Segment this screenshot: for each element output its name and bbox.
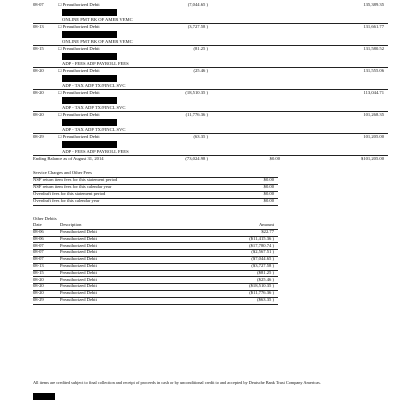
transaction-date: 08-15 xyxy=(33,46,44,51)
row-divider xyxy=(33,205,278,206)
transaction-amount: (11,776.36 ) xyxy=(185,112,208,117)
debit-date: 08-13 xyxy=(33,263,44,268)
debit-amount: ($11,415.36 ) xyxy=(249,235,274,241)
debit-amount: ($11,776.36 ) xyxy=(249,290,274,296)
fee-value: $0.00 xyxy=(263,191,274,196)
checkbox-icon: ☐ xyxy=(58,90,62,95)
transaction-balance: 131,661.77 xyxy=(363,24,384,29)
checkbox-icon: ☐ xyxy=(58,2,62,7)
transaction-type-label: Preauthorized Debit xyxy=(62,134,100,139)
debit-amount: ($2,567.51 ) xyxy=(251,249,274,255)
transaction-date: 08-29 xyxy=(33,134,44,139)
checkbox-icon: ☐ xyxy=(58,134,62,139)
debit-amount: ($18,510.35 ) xyxy=(249,283,274,289)
debit-description: Preauthorized Debit xyxy=(60,256,97,262)
transaction-type-label: Preauthorized Debit xyxy=(62,90,100,95)
transaction-amount: (18,510.35 ) xyxy=(185,90,208,95)
transaction-amount: (81.25 ) xyxy=(193,46,208,51)
transaction-date: 08-07 xyxy=(33,2,44,7)
checkbox-icon: ☐ xyxy=(58,68,62,73)
debit-date: 08-07 xyxy=(33,242,44,248)
section-title: Other Debits xyxy=(33,216,57,221)
ending-debits: (73,024.98 ) xyxy=(185,156,208,161)
section-title: Service Charges and Other Fees xyxy=(33,170,92,175)
redaction-bar xyxy=(33,393,55,400)
transaction-amount: (63.35 ) xyxy=(193,134,208,139)
transaction-balance: 135,389.35 xyxy=(363,2,384,7)
transaction-type xyxy=(58,25,100,30)
debit-date: 08-07 xyxy=(33,249,44,255)
debit-description: Preauthorized Debit xyxy=(60,276,97,282)
ending-credits: $0.00 xyxy=(269,156,280,161)
fee-label: NSF return item fees for this calendar year xyxy=(33,184,112,189)
debit-amount: $22.77 xyxy=(261,229,274,234)
debit-date: 08-20 xyxy=(33,283,44,289)
debit-description: Preauthorized Debit xyxy=(60,297,97,302)
debit-amount: ($63.35 ) xyxy=(257,297,274,302)
transaction-type xyxy=(58,135,100,140)
fee-value: $0.00 xyxy=(263,198,274,203)
transaction-payee: ONLINE PMT BK OF AMER VEMC xyxy=(62,39,133,44)
debit-date: 08-20 xyxy=(33,290,44,296)
debit-description: Preauthorized Debit xyxy=(60,249,97,255)
debit-date: 08-07 xyxy=(33,256,44,262)
row-divider xyxy=(33,304,278,305)
checkbox-icon: ☐ xyxy=(58,46,62,51)
redaction-bar xyxy=(62,53,117,60)
checkbox-icon: ☐ xyxy=(58,112,62,117)
debit-description: Preauthorized Debit xyxy=(60,242,97,248)
transaction-balance: 113,044.71 xyxy=(363,90,384,95)
transaction-payee: ADP - FEES ADP PAYROLL FEES xyxy=(62,149,129,154)
transaction-balance: 131,555.06 xyxy=(363,68,384,73)
transaction-payee: ADP - TAX ADP TX/FINCL SVC xyxy=(62,105,126,110)
transaction-payee: ADP - TAX ADP TX/FINCL SVC xyxy=(62,83,126,88)
debit-description: Preauthorized Debit xyxy=(60,283,97,289)
transaction-date: 08-13 xyxy=(33,24,44,29)
transaction-date: 08-20 xyxy=(33,68,44,73)
transaction-amount: (25.46 ) xyxy=(193,68,208,73)
transaction-balance: 101,205.00 xyxy=(363,134,384,139)
transaction-payee: ADP - TAX ADP TX/FINCL SVC xyxy=(62,127,126,132)
debit-date: 08-20 xyxy=(33,276,44,282)
fee-label: Overdraft fees for this calendar year xyxy=(33,198,100,203)
transaction-type-label: Preauthorized Debit xyxy=(62,24,100,29)
transaction-type-label: Preauthorized Debit xyxy=(62,112,100,117)
transaction-type xyxy=(58,47,100,52)
debit-amount: ($17,780.74 ) xyxy=(249,242,274,248)
column-header-date: Date xyxy=(33,222,42,227)
transaction-type xyxy=(58,113,100,118)
footer-disclaimer: All items are credited subject to final collection and receipt of proceeds in cash or by unconditional credit to and accepted by Deutsche Bank Trust Company Americas. xyxy=(33,380,321,385)
transaction-amount: (7,044.65 ) xyxy=(187,2,208,7)
debit-date: 08-15 xyxy=(33,269,44,275)
debit-date: 08-06 xyxy=(33,235,44,241)
redaction-bar xyxy=(62,9,117,16)
transaction-amount: (3,727.58 ) xyxy=(187,24,208,29)
fee-value: $0.00 xyxy=(263,184,274,189)
transaction-date: 08-20 xyxy=(33,90,44,95)
debit-amount: ($7,044.65 ) xyxy=(251,256,274,262)
debit-description: Preauthorized Debit xyxy=(60,269,97,275)
fee-value: $0.00 xyxy=(263,177,274,182)
debit-description: Preauthorized Debit xyxy=(60,263,97,268)
debit-date: 08-29 xyxy=(33,297,44,302)
transaction-balance: 101,268.35 xyxy=(363,112,384,117)
redaction-bar xyxy=(62,75,117,82)
debit-date: 08-06 xyxy=(33,229,44,234)
transaction-type xyxy=(58,3,100,8)
redaction-bar xyxy=(62,119,117,126)
transaction-payee: ONLINE PMT BK OF AMER VEMC xyxy=(62,17,133,22)
transaction-payee: ADP - FEES ADP PAYROLL FEES xyxy=(62,61,129,66)
fee-label: NSF return item fees for this statement period xyxy=(33,177,118,182)
ending-balance-label: Ending Balance as of August 31, 2014 xyxy=(33,156,104,161)
debit-amount: ($81.25 ) xyxy=(257,269,274,275)
transaction-balance: 131,580.52 xyxy=(363,46,384,51)
debit-amount: ($3,727.58 ) xyxy=(251,263,274,268)
column-header-amount: Amount xyxy=(258,222,274,227)
debit-description: Preauthorized Debit xyxy=(60,229,97,234)
fee-label: Overdraft fees for this statement period xyxy=(33,191,106,196)
transaction-type-label: Preauthorized Debit xyxy=(62,46,100,51)
redaction-bar xyxy=(62,97,117,104)
transaction-type xyxy=(58,69,100,74)
checkbox-icon: ☐ xyxy=(58,24,62,29)
ending-balance: $101,205.00 xyxy=(361,156,384,161)
column-header-description: Description xyxy=(60,222,82,227)
debit-description: Preauthorized Debit xyxy=(60,290,97,296)
transaction-type xyxy=(58,91,100,96)
redaction-bar xyxy=(62,31,117,38)
debit-description: Preauthorized Debit xyxy=(60,235,97,241)
transaction-type-label: Preauthorized Debit xyxy=(62,2,100,7)
transaction-date: 08-20 xyxy=(33,112,44,117)
redaction-bar xyxy=(62,141,117,148)
transaction-type-label: Preauthorized Debit xyxy=(62,68,100,73)
debit-amount: ($25.46 ) xyxy=(257,276,274,282)
